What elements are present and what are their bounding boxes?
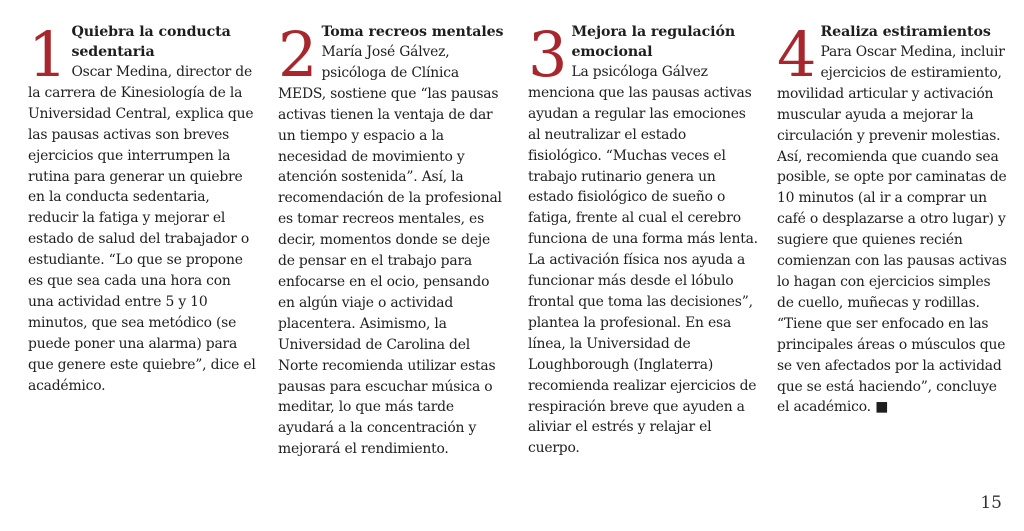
- section-number: 4: [777, 18, 817, 91]
- section-3: [528, 18, 760, 459]
- section-title: Realiza estiramientos: [820, 24, 991, 40]
- section-number: 1: [28, 18, 68, 91]
- section-body: La psicóloga Gálvez menciona que las pausas activas ayudan a regular las emociones al neutralizar el estado fisiológico. “Muchas veces el trabajo rutinario genera un estado fisiológico de sueño o fatiga, frente al cual el cerebro funciona de una forma más lenta. La activación física nos ayuda a funcionar más desde el lóbulo frontal que toma las decisiones”, plantea la profesional. En esa línea, la Universidad de Loughborough (Inglaterra) recomienda realizar ejercicios de respiración breve que ayuden a aliviar el estrés y relajar el cuerpo.: [528, 64, 758, 457]
- section-4: [777, 18, 1009, 418]
- section-title: Toma recreos mentales: [321, 24, 504, 40]
- page-number: 15: [980, 493, 1002, 513]
- section-title: Mejora la regulación emocional: [571, 24, 736, 60]
- section-body: Oscar Medina, director de la carrera de Kinesiología de la Universidad Central, explica que las pausas activas son breves ejercicios que interrumpen la rutina para generar un quiebre en la conducta sedentaria, reducir la fatiga y mejorar el estado de salud del trabajador o estudiante. “Lo que se propone es que sea cada una hora con una actividad entre 5 y 10 minutos, que sea metódico (se puede poner una alarma) para que genere este quiebre”, dice el académico.: [28, 64, 256, 394]
- section-2: [278, 18, 510, 460]
- section-1: [28, 18, 260, 397]
- section-title: Quiebra la conducta sedentaria: [71, 24, 231, 60]
- section-body: Para Oscar Medina, incluir ejercicios de estiramiento, movilidad articular y activación muscular ayuda a mejorar la circulación y prevenir molestias. Así, recomienda que cuando sea posible, se opte por caminatas de 10 minutos (al ir a comprar un café o desplazarse a otro lugar) y sugiere que quienes recién comienzan con las pausas activas lo hagan con ejercicios simples de cuello, muñecas y rodillas. “Tiene que ser enfocado en las principales áreas o músculos que se ven afectados por la actividad que se está haciendo”, concluye el académico. ■: [777, 44, 1007, 416]
- section-body: María José Gálvez, psicóloga de Clínica MEDS, sostiene que “las pausas activas tienen la ventaja de dar un tiempo y espacio a la necesidad de movimiento y atención sostenida”. Así, la recomendación de la profesional es tomar recreos mentales, es decir, momentos donde se deje de pensar en el trabajo para enfocarse en el ocio, pensando en algún viaje o actividad placentera. Asimismo, la Universidad de Carolina del Norte recomienda utilizar estas pausas para escuchar música o meditar, lo que más tarde ayudará a la concentración y mejorará el rendimiento.: [278, 44, 502, 458]
- section-number: 2: [278, 18, 318, 91]
- section-number: 3: [528, 18, 568, 91]
